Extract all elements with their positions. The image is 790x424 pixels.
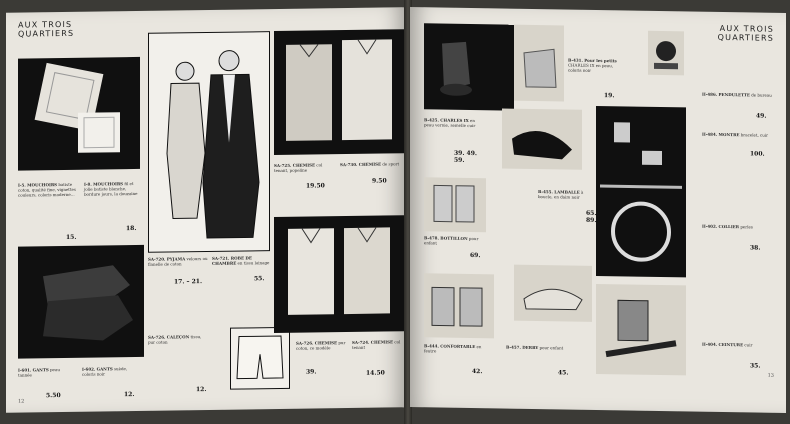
- shoes-photo-1: [424, 23, 514, 110]
- caption-chemise-3: SA-726. CHEMISE pur coton, ce modèle: [296, 340, 346, 351]
- price-gloves-2: 12.: [124, 390, 135, 399]
- price-chemise-1: 19.50: [306, 182, 325, 190]
- shirts-photo-bottom: [274, 215, 404, 333]
- shoes-photo-2: [514, 25, 564, 102]
- caption-handkerchief-2: I-8. MOUCHOIRS fil et jolie batiste blanche, bordure jours, la douzaine: [84, 181, 138, 197]
- price-ceinture: 35.: [750, 362, 761, 370]
- caption-charles-1: B-431. Pour les petits CHARLES IX en peau, coloris noir: [568, 57, 617, 73]
- caption-calecon: SA-726. CALEÇON tissu, pur coton: [148, 334, 202, 345]
- caption-chemise-4: SA-724. CHEMISE col tenant: [352, 339, 401, 350]
- caption-chemise-2: SA-730. CHEMISE de sport: [340, 161, 400, 168]
- caption-bottillon: B-478. BOTTILLON pour enfant: [424, 235, 479, 246]
- caption-confortable: B-444. CONFORTABLE en feutre: [424, 343, 482, 354]
- shoes-photo-4: [424, 177, 486, 232]
- caption-pendulette: II-486. PENDULETTE de bureau: [702, 91, 772, 98]
- price-collier: 38.: [750, 244, 761, 252]
- caption-montre: II-484. MONTRE bracelet, cuir: [702, 131, 769, 138]
- brand-left: AUX TROIS QUARTIERS: [18, 19, 75, 39]
- price-lamballe: 65. 89.: [586, 209, 597, 224]
- belt-photo: [596, 284, 686, 375]
- watches-photo: [596, 106, 686, 277]
- price-pyjama: 17. – 21.: [174, 278, 203, 286]
- price-charles-1: 19.: [604, 92, 615, 100]
- right-page: [410, 7, 786, 413]
- price-handkerchief-1: 15.: [66, 233, 77, 241]
- price-chemise-4: 14.50: [366, 369, 385, 377]
- caption-lamballe: B-455. LAMBALLE à boucle, en daim noir: [538, 189, 584, 200]
- price-calecon: 12.: [196, 385, 207, 394]
- pajama-illustration: [148, 31, 270, 253]
- price-chemise-3: 39.: [306, 368, 317, 376]
- shoes-photo-3: [502, 108, 582, 169]
- brand-right: AUX TROIS QUARTIERS: [717, 23, 774, 43]
- caption-gloves-1: I-601. GANTS peau tannée: [18, 367, 60, 378]
- price-montre: 100.: [750, 150, 765, 158]
- caption-collier: II-402. COLLIER perles: [702, 223, 753, 230]
- left-page: [6, 7, 406, 413]
- price-confortable: 42.: [472, 368, 483, 376]
- shirts-photo-top: [274, 29, 404, 155]
- price-bottillon: 69.: [470, 251, 481, 260]
- handkerchief-photo: [18, 57, 140, 171]
- caption-charles-2: B-425. CHARLES IX en peau vernie, semelle cuir: [424, 117, 476, 129]
- price-handkerchief-2: 18.: [126, 224, 137, 233]
- shoes-photo-6: [514, 265, 592, 322]
- page-number-left: 12: [18, 398, 25, 405]
- price-charles-2: 39. 49. 59.: [454, 149, 477, 164]
- caption-chemise-1: SA-725. CHEMISE col tenant, popeline: [274, 162, 323, 174]
- page-number-right: 13: [767, 372, 774, 379]
- shoes-photo-5: [424, 273, 494, 338]
- gloves-photo: [18, 245, 144, 359]
- price-derby: 45.: [558, 369, 569, 377]
- price-chemise-2: 9.50: [372, 177, 387, 185]
- caption-pyjama: SA-720. PYJAMA velours ou flanelle de coton: [148, 255, 208, 267]
- price-gloves-1: 5.50: [46, 392, 61, 400]
- caption-gloves-2: I-602. GANTS suède, coloris noir: [82, 366, 128, 377]
- price-pendulette: 49.: [756, 112, 767, 120]
- shorts-illustration: [230, 327, 290, 390]
- caption-robe: SA-721. ROBE DE CHAMBRE en tissu lainage: [212, 255, 270, 266]
- caption-ceinture: II-404. CEINTURE cuir: [702, 341, 753, 348]
- price-robe: 55.: [254, 275, 265, 283]
- clock-photo: [648, 31, 684, 76]
- caption-derby: B-457. DERBY pour enfant: [506, 344, 564, 351]
- caption-handkerchief-1: I-5. MOUCHOIRS batiste coton, qualité fine, vignettes couleurs, coloris moderne...: [18, 181, 76, 198]
